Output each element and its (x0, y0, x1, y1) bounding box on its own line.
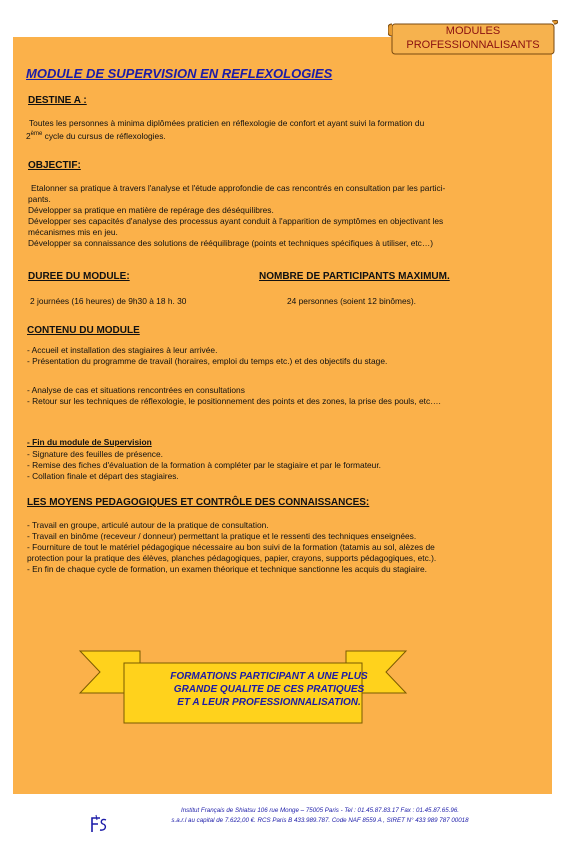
footer (100, 806, 540, 826)
modules-tag (388, 20, 558, 56)
tag-line-2: PROFESSIONNALISANTS (406, 39, 540, 51)
list-item: - Accueil et installation des stagiaires à leur arrivée. (27, 345, 218, 355)
list-item: - Collation finale et départ des stagiaires. (27, 471, 179, 481)
list-item: - Présentation du programme de travail (horaires, emploi du temps etc.) et des objectifs du stage. (27, 356, 388, 366)
objectif-line: Etalonner sa pratique à travers l'analyse et l'étude approfondie de cas rencontrés en consultation par les partici- (31, 183, 446, 193)
duree-heading: DUREE DU MODULE: (28, 271, 130, 282)
footer-line-2: s.a.r.l au capital de 7.622,00 €. RCS Paris B 433.989.787. Code NAF 8559 A , SIRET N° 433 989 787 00018 (171, 817, 469, 824)
list-item: - En fin de chaque cycle de formation, un examen théorique et technique sanctionne les acquis du stagiaire. (27, 564, 427, 574)
objectif-heading: OBJECTIF: (28, 160, 81, 171)
moyens-text (27, 520, 436, 575)
destine-line-2 (26, 129, 424, 142)
objectif-text (28, 183, 445, 249)
destine-ordinal: 2 (26, 130, 31, 141)
list-item: - Travail en binôme (receveur / donneur) permettant la pratique et le ressenti des techniques enseignées. (27, 531, 417, 541)
list-item: - Signature des feuilles de présence. (27, 449, 163, 459)
list-item: protection pour la pratique des élèves, planches pédagogiques, papier, crayons, supports pédagogiques, etc.). (27, 553, 437, 563)
banner-line-1: FORMATIONS PARTICIPANT A UNE PLUS (170, 671, 368, 682)
destine-text (26, 118, 425, 142)
destine-heading: DESTINE A : (28, 95, 87, 106)
participants-heading: NOMBRE DE PARTICIPANTS MAXIMUM. (259, 271, 450, 282)
banner-line-2: GRANDE QUALITE DE CES PRATIQUES (173, 684, 365, 695)
list-item: - Fourniture de tout le matériel pédagogique nécessaire au bon suivi de la formation (tatamis au sol, alèzes de (27, 542, 435, 552)
tag-line-1: MODULES (445, 25, 501, 37)
list-item: - Travail en groupe, articulé autour de la pratique de consultation. (27, 520, 269, 530)
destine-line-1: Toutes les personnes à minima diplômées praticien en réflexologie de confort et ayant suivi la formation du (29, 118, 425, 128)
objectif-line: pants. (28, 194, 51, 204)
participants-value: 24 personnes (soient 12 binômes). (287, 296, 416, 306)
contenu-heading: CONTENU DU MODULE (27, 325, 140, 336)
duree-value: 2 journées (16 heures) de 9h30 à 18 h. 30 (30, 296, 187, 306)
list-item: - Remise des fiches d'évaluation de la formation à compléter par le stagiaire et par le formateur. (27, 460, 381, 470)
contenu-group-3 (27, 449, 381, 482)
objectif-line: Développer ses capacités d'analyse des processus ayant conduit à l'apparition de symptômes en objectivant les (28, 216, 444, 226)
contenu-group-2 (27, 385, 441, 407)
objectif-line: Développer sa pratique en matière de repérage des déséquilibres. (28, 205, 274, 215)
footer-line-1: Institut Français de Shiatsu 106 rue Monge – 75005 Paris - Tel : 01.45.87.83.17 Fax : 01.45.87.65.96. (180, 807, 460, 814)
page-title: MODULE DE SUPERVISION EN REFLEXOLOGIES (26, 66, 333, 81)
moyens-heading: LES MOYENS PEDAGOGIQUES ET CONTRÔLE DES CONNAISSANCES: (27, 497, 370, 508)
destine-ordinal-sup: ème (30, 131, 43, 137)
banner-line-3: ET A LEUR PROFESSIONNALISATION. (177, 697, 361, 708)
list-item: - Analyse de cas et situations rencontrées en consultations (27, 385, 245, 395)
destine-line-2-text: cycle du cursus de réflexologies. (42, 130, 166, 141)
objectif-line: Développer sa connaissance des solutions de rééquilibrage (points et techniques spécifiques à utiliser, etc…) (28, 238, 434, 248)
objectif-line: mécanismes mis en jeu. (28, 227, 118, 237)
contenu-group-1 (27, 345, 387, 367)
banner-text (140, 670, 398, 709)
fin-heading: - Fin du module de Supervision (27, 437, 152, 447)
list-item: - Retour sur les techniques de réflexologie, le positionnement des points et des zones, la prise des pouls, etc…. (27, 396, 441, 406)
